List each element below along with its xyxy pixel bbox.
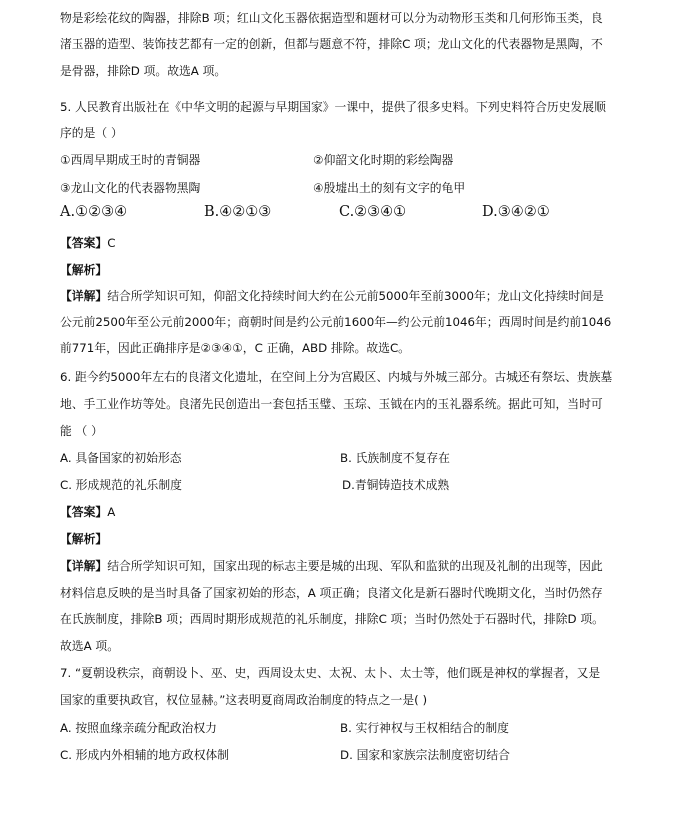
q6-stem-line1: 6. 距今约5000年左右的良渚文化遗址，在空间上分为宫殿区、内城与外城三部分。古城还有祭坛、贵族墓 <box>60 370 613 384</box>
q5-item1: ①西周早期成王时的青铜器 <box>60 153 201 167</box>
q6-detail-line1 <box>60 558 603 574</box>
detail-tag: 【详解】 <box>60 559 108 573</box>
q6-detail-line2: 材料信息反映的是当时具备了国家初始的形态，A 项正确；良渚文化是新石器时代晚期文化，当时仍然存 <box>60 586 603 600</box>
q5-item2: ②仰韶文化时期的彩绘陶器 <box>313 153 454 167</box>
q7-option-d: D. 国家和家族宗法制度密切结合 <box>340 748 510 762</box>
q5-detail-line2: 公元前2500年至公元前2000年；商朝时间是约公元前1600年—约公元前1046年；西周时间是约前1046 <box>60 315 612 329</box>
q4-tail-line3: 是骨器，排除D 项。故选A 项。 <box>60 64 227 78</box>
q7-stem-line2: 国家的重要执政官，权位显赫。”这表明夏商周政治制度的特点之一是( ) <box>60 693 428 707</box>
q5-stem-line1: 5. 人民教育出版社在《中华文明的起源与早期国家》一课中，提供了很多史料。下列史料符合历史发展顺 <box>60 100 606 114</box>
q5-option-c: C.②③④① <box>339 204 407 220</box>
q6-option-a: A. 具备国家的初始形态 <box>60 451 182 465</box>
q4-tail-line1: 物是彩绘花纹的陶器，排除B 项；红山文化玉器依据造型和题材可以分为动物形玉类和几何形饰玉类，良 <box>60 11 603 25</box>
q7-option-a: A. 按照血缘亲疏分配政治权力 <box>60 721 217 735</box>
q5-item3: ③龙山文化的代表器物黑陶 <box>60 181 201 195</box>
detail-text: 结合所学知识可知，仰韶文化持续时间大约在公元前5000年至前3000年；龙山文化持续时间是 <box>107 289 604 303</box>
detail-text: 结合所学知识可知，国家出现的标志主要是城的出现、军队和监狱的出现及礼制的出现等，因此 <box>107 559 603 573</box>
q4-tail-line2: 渚玉器的造型、装饰技艺都有一定的创新，但都与题意不符，排除C 项；龙山文化的代表器物是黑陶，不 <box>60 37 603 51</box>
q6-option-b: B. 氏族制度不复存在 <box>340 451 450 465</box>
q5-stem-line2: 序的是（ ） <box>60 126 123 140</box>
q7-stem-line1: 7. “夏朝设秩宗，商朝设卜、巫、史，西周设太史、太祝、太卜、太士等，他们既是神权的掌握者，又是 <box>60 666 601 680</box>
q6-detail-line3: 在氏族制度，排除B 项；西周时期形成规范的礼乐制度，排除C 项；当时仍然处于石器时代，排除D 项。 <box>60 612 604 626</box>
q6-stem-line3: 能 （ ） <box>60 424 103 438</box>
q6-option-d: D.青铜铸造技术成熟 <box>342 478 450 492</box>
q5-answer <box>60 235 115 251</box>
q6-analysis-tag: 【解析】 <box>60 532 108 546</box>
answer-value: C <box>107 236 116 250</box>
q5-detail-line1 <box>60 288 604 304</box>
q7-option-c: C. 形成内外相辅的地方政权体制 <box>60 748 230 762</box>
q6-stem-line2: 地、手工业作坊等处。良渚先民创造出一套包括玉璧、玉琮、玉钺在内的玉礼器系统。据此可知，当时可 <box>60 397 603 411</box>
q5-option-b: B.④②①③ <box>204 204 272 220</box>
q5-item4: ④殷墟出土的刻有文字的龟甲 <box>313 181 466 195</box>
answer-value: A <box>107 505 116 519</box>
answer-tag: 【答案】 <box>60 505 108 519</box>
q5-option-d: D.③④②① <box>482 204 550 220</box>
q6-answer <box>60 504 115 520</box>
detail-tag: 【详解】 <box>60 289 108 303</box>
q7-option-b: B. 实行神权与王权相结合的制度 <box>340 721 509 735</box>
answer-tag: 【答案】 <box>60 236 108 250</box>
q5-detail-line3: 前771年，因此正确排序是②③④①，C 正确，ABD 排除。故选C。 <box>60 341 410 355</box>
q5-analysis-tag: 【解析】 <box>60 263 108 277</box>
q6-detail-line4: 故选A 项。 <box>60 639 120 653</box>
q5-option-a: A.①②③④ <box>60 204 128 220</box>
q6-option-c: C. 形成规范的礼乐制度 <box>60 478 182 492</box>
